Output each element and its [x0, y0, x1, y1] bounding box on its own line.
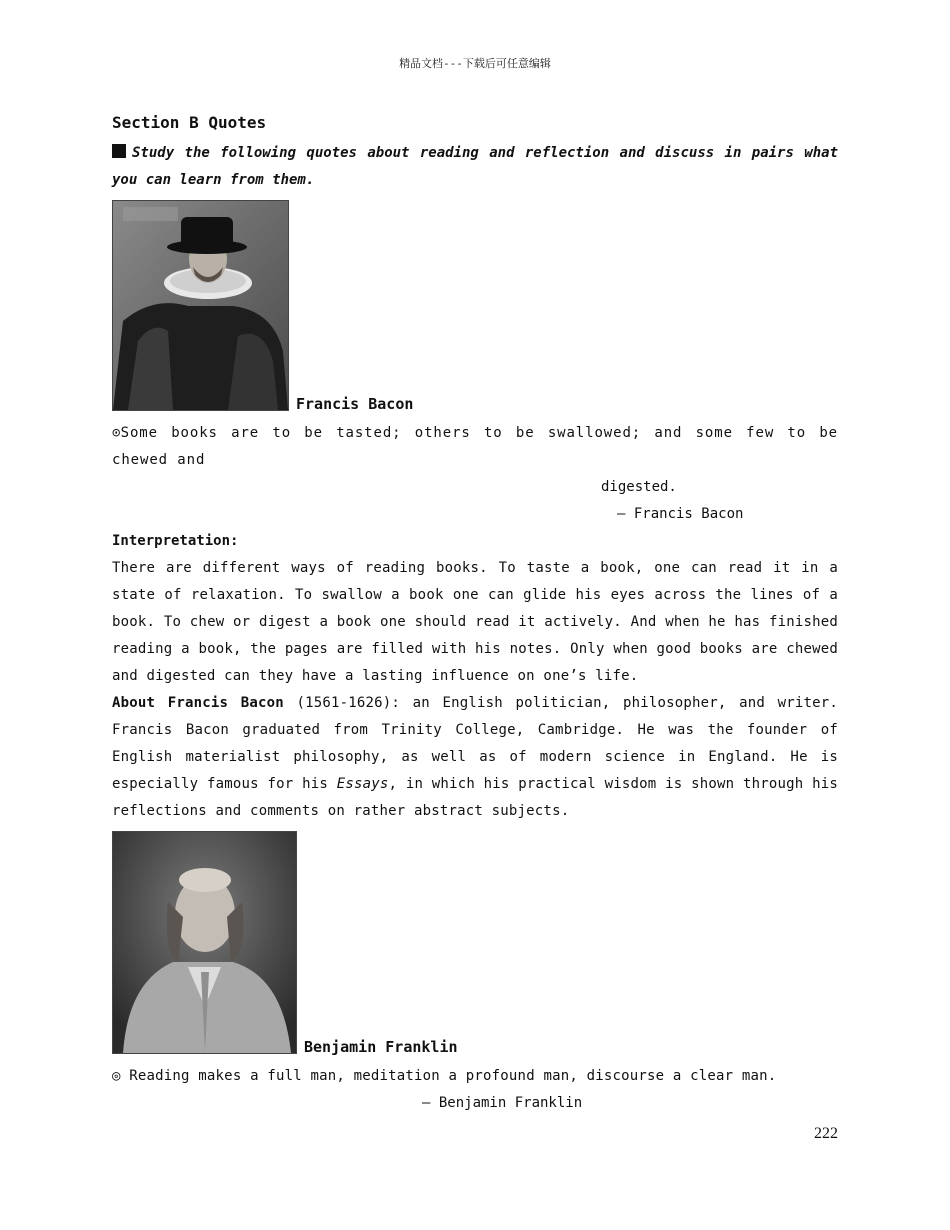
bacon-quote [112, 420, 838, 474]
franklin-attribution: — Benjamin Franklin [422, 1095, 583, 1111]
franklin-quote [112, 1063, 838, 1090]
bacon-quote-line1: Some books are to be tasted; others to be swallowed; and some few to be chewed and [112, 425, 838, 468]
about-bacon-text-after: , in which his practical wisdom is shown through his reflections and comments on rather abstract subjects. [112, 776, 838, 819]
essays-title: Essays [336, 776, 389, 792]
interpretation-heading: Interpretation: [112, 533, 239, 549]
benjamin-franklin-caption: Benjamin Franklin [304, 1038, 458, 1056]
page-number: 222 [814, 1125, 838, 1142]
instruction [112, 140, 838, 194]
franklin-quote-text: Reading makes a full man, meditation a profound man, discourse a clear man. [120, 1068, 777, 1084]
instruction-text: Study the following quotes about reading and reflection and discuss in pairs what you can learn from them. [112, 145, 838, 188]
bacon-quote-line2: digested. [601, 479, 677, 495]
bacon-attribution: — Francis Bacon [617, 506, 744, 522]
double-circle-bullet-icon: ◎ [112, 1068, 121, 1084]
about-bacon [112, 690, 838, 825]
page-header: 精品文档---下载后可任意编辑 [399, 57, 551, 70]
interpretation-text: There are different ways of reading books. To taste a book, one can read it in a state of relaxation. To swallow a book one can glide his eyes across the lines of a book. To chew or digest a book one should read it actively. And when he has finished reading a book, the pages are filled with his notes. Only when good books are chewed and digested can they have a lasting influence on one’s life. [112, 560, 838, 684]
about-bacon-label: About Francis Bacon [112, 695, 284, 711]
francis-bacon-caption: Francis Bacon [296, 395, 414, 413]
section-title: Section B Quotes [112, 113, 267, 132]
document-body [112, 110, 838, 1117]
francis-bacon-portrait [112, 200, 289, 411]
sun-bullet-icon: ⊙ [112, 425, 121, 441]
benjamin-franklin-portrait [112, 831, 297, 1054]
franklin-portrait-row [112, 831, 838, 1054]
square-bullet-icon [112, 144, 126, 158]
bacon-portrait-row [112, 200, 838, 411]
about-bacon-text-before: (1561-1626): an English politician, philosopher, and writer. Francis Bacon graduated from Trinity College, Cambridge. He was the founder of English materialist philosophy, as well as of modern science in England. He is especially famous for his [112, 695, 838, 792]
